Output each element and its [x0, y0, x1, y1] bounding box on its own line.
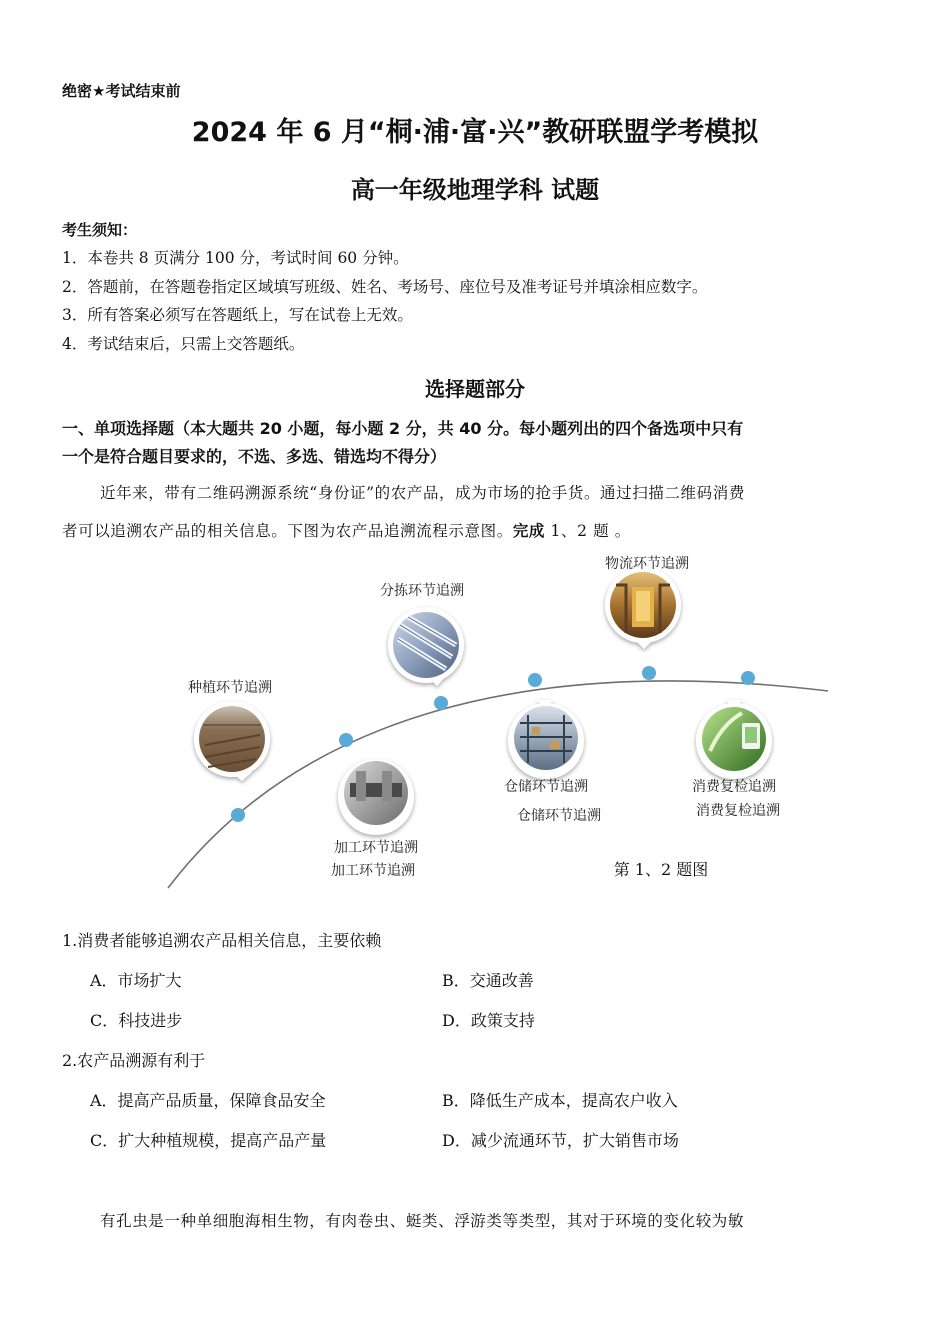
label-logistics: 物流环节追溯: [605, 556, 689, 572]
logistics-photo: [605, 567, 681, 649]
storage-photo: [508, 700, 584, 779]
processing-photo: [338, 759, 414, 835]
question-1-option-a[interactable]: A．市场扩大: [90, 971, 182, 990]
question-2-stem: 2.农产品溯源有利于: [62, 1051, 206, 1070]
node-logistics: [642, 666, 656, 680]
passage-2-line: 有孔虫是一种单细胞海相生物，有肉卷虫、蜓类、浮游类等类型，其对于环境的变化较为敏: [100, 1212, 745, 1230]
label-consumer-in-image: 消费复检追溯: [692, 779, 776, 795]
consumer-photo: [696, 700, 772, 779]
label-sorting: 分拣环节追溯: [380, 583, 464, 599]
confidential-mark: 绝密★考试结束前: [62, 82, 181, 100]
label-processing: 加工环节追溯: [331, 863, 415, 879]
node-consumer: [741, 671, 755, 685]
label-consumer: 消费复检追溯: [696, 803, 780, 819]
section-heading: 一、单项选择题（本大题共 20 小题，每小题 2 分，共 40 分。每小题列出的四个备选项中只有: [62, 419, 744, 438]
exam-subtitle: 高一年级地理学科 试题: [350, 176, 600, 204]
notice-item: 3．所有答案必须写在答题纸上，写在试卷上无效。: [62, 306, 413, 324]
question-2-option-b[interactable]: B．降低生产成本，提高农户收入: [442, 1091, 678, 1110]
sorting-photo: [388, 607, 464, 686]
node-storage: [528, 673, 542, 687]
question-1-option-b[interactable]: B．交通改善: [442, 971, 534, 990]
node-planting: [231, 808, 245, 822]
passage-line: 近年来，带有二维码溯源系统“身份证”的农产品，成为市场的抢手货。通过扫描二维码消费: [100, 484, 745, 502]
node-sorting: [434, 696, 448, 710]
figure-caption: 第 1、2 题图: [613, 860, 709, 879]
question-2-option-a[interactable]: A．提高产品质量，保障食品安全: [90, 1091, 326, 1110]
planting-photo: [194, 701, 270, 781]
section-heading-cont: 一个是符合题目要求的，不选、多选、错选均不得分）: [62, 447, 447, 466]
question-1-option-c[interactable]: C．科技进步: [90, 1011, 183, 1030]
node-processing: [339, 733, 353, 747]
question-2-option-c[interactable]: C．扩大种植规模，提高产品产量: [90, 1131, 327, 1150]
notice-item: 2．答题前，在答题卷指定区域填写班级、姓名、考场号、座位号及准考证号并填涂相应数字。: [62, 278, 708, 296]
traceability-flow-diagram: [150, 545, 850, 895]
notice-title: 考生须知：: [62, 221, 138, 239]
section-title: 选择题部分: [425, 377, 525, 401]
label-storage: 仓储环节追溯: [517, 808, 601, 824]
notice-item: 4．考试结束后，只需上交答题纸。: [62, 335, 305, 353]
notice-item: 1．本卷共 8 页满分 100 分，考试时间 60 分钟。: [62, 249, 409, 267]
exam-title: 2024 年 6 月“桐·浦·富·兴”教研联盟学考模拟: [191, 117, 759, 148]
passage-line: 者可以追溯农产品的相关信息。下图为农产品追溯流程示意图。完成 1、2 题 。: [62, 522, 631, 540]
question-1-stem: 1.消费者能够追溯农产品相关信息，主要依赖: [62, 931, 382, 950]
label-processing-in-image: 加工环节追溯: [334, 840, 418, 856]
label-planting: 种植环节追溯: [188, 680, 272, 696]
question-2-option-d[interactable]: D．减少流通环节，扩大销售市场: [442, 1131, 679, 1150]
question-1-option-d[interactable]: D．政策支持: [442, 1011, 535, 1030]
label-storage-in-image: 仓储环节追溯: [504, 779, 588, 795]
